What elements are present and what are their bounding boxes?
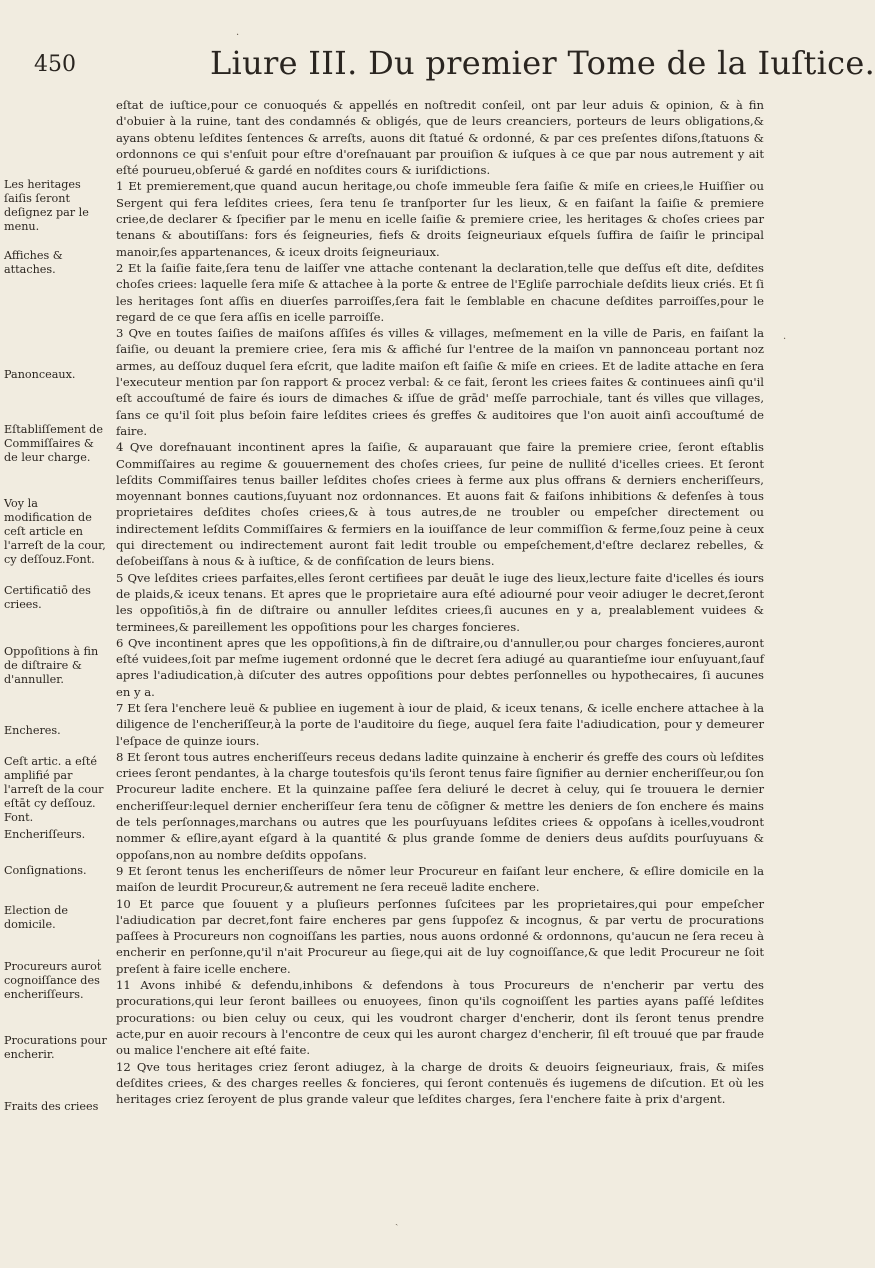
margin-note-certification: Certificatiō des criees. [4, 584, 91, 611]
page-number: 450 [34, 52, 76, 77]
margin-note-procurations: Procurations pour encherir. [4, 1034, 107, 1061]
article-1: 1 Et premierement,que quand aucun heritage,ou choſe immeuble ſera ſaiſie & miſe en criees,le Huiſſier ou Sergent qui fera leſdites criees, ſera tenu ſe tranſporter ſur les lieux, & en faiſant la ſaiſie & premiere criee,de declarer & ſpecifier par le menu en icelle ſaiſie & premiere criee, les heritages & choſes criees par tenans & aboutiſſans: fors és ſeigneuries, fiefs & droits ſeigneuriaux eſquels ſuffira de ſaiſir le principal manoir,ſes appartenances, & iceux droits ſeigneuriaux. [116, 179, 764, 259]
page-header [34, 44, 875, 94]
margin-note-heritages: Les heritages ſaiſis ſeront deſignez par le menu. [4, 178, 89, 233]
article-5: 5 Qve leſdites criees parfaites,elles ſeront certifiees par deuāt le iuge des lieux,lecture faite d'icelles és iours de plaids,& iceux tenans. Et apres que le proprietaire aura eſté adiourné pour veoir adiuger le decret,ſeront les oppoſitiōs,à fin de diſtraire ou annuller leſdites criees,ſi aucunes en y a, prealablement vuidees & terminees,& pareillement les oppoſitions pour les charges foncieres. [116, 570, 764, 634]
margin-note-modification: Voy la modification de ceſt article en l'arreſt de la cour, cy deſſouz.Font. [4, 497, 106, 566]
article-11: 11 Avons inhibé & defendu,inhibons & defendons à tous Procureurs de n'encherir par vertu des procurations,qui leur ſeront baillees ou enuoyees, ſinon qu'ils cognoiſſent les parties ayans paſſé leſdites procurations: ou bien celuy ou ceux, qui les voudront charger d'encherir, dont ils ſeront tenus prendre acte,pur en auoir recours à l'encontre de ceux qui les auront chargez d'encherir, ſil eſt trouué que par fraude ou malice l'enchere ait eſté faite. [116, 978, 764, 1058]
running-title: Liure III. Du premier Tome de la Iuſtice. [210, 44, 875, 82]
article-8: 8 Et ſeront tous autres encheriſſeurs receus dedans ladite quinzaine à encherir és greffe des cours où leſdites criees ſeront pendantes, à la charge toutesfois qu'ils ſeront tenus faire ſignifier au dernier encheriſſeur,ou ſon Procureur ladite enchere. Et la quinzaine paſſee ſera deliuré le decret à celuy, qui ſe trouuera le dernier encheriſſeur:lequel dernier encheriſſeur ſera tenu de cōſigner & mettre les deniers de ſon enchere és mains de tels perſonnages,marchans ou autres que les pourſuyuans leſdites criees & oppoſans à icelles,voudront nommer & eſlire,ayant eſgard à la quantité & plus grande ſomme de deniers deus auſdits pourſuyuans & oppoſans,non au nombre deſdits oppoſans. [116, 749, 764, 862]
margin-note-commissaires: Eſtabliſſement de Commiſſaires & de leur charge. [4, 423, 103, 464]
article-2: 2 Et la ſaiſie faite,ſera tenu de laiſſer vne attache contenant la declaration,telle que deſſus eſt dite, deſdites choſes criees: laquelle ſera miſe & attachee à la porte & entree de l'Egliſe parrochiale deſdits lieux criés. Et ſi les heritages ſont aſſis en diuerſes parroiſſes,ſera fait le ſemblable en chacune deſdites parroiſſes,pour le regard de ce que ſera aſſis en icelle parroiſſe. [116, 260, 764, 324]
paragraph-intro: eſtat de iuſtice,pour ce conuoqués & appellés en noſtredit conſeil, ont par leur aduis & opinion, & à fin d'obuier à la ruine, tant des condamnés & obligés, que de leurs creanciers, porteurs de leurs obligations,& ayans obtenu leſdites ſentences & arreſts, auons dit ſtatué & ordonné, & par ces preſentes diſons,ſtatuons & ordonnons ce qui s'enſuit pour eſtre d'oreſnauant par prouiſion & iuſques à ce que par nous autrement y ait eſté pourueu,obſerué & gardé en noſdites cours & iuriſdictions. [116, 98, 764, 178]
margin-note-affiches: Affiches & attaches. [4, 249, 63, 276]
margin-note-panonceaux: Panonceaux. [4, 368, 76, 381]
article-4: 4 Qve dorefnauant incontinent apres la ſaiſie, & auparauant que faire la premiere criee, ſeront eſtablis Commiſſaires au regime & gouuernement des choſes criees, ſur peine de nullité d'icelles criees. Et ſeront leſdits Commiſſaires tenus bailler leſdites choſes criees à ferme aux plus offrans & derniers encheriſſeurs, moyennant bonnes cautions,ſuyuant noz ordonnances. Et auons fait & faiſons inhibitions & defenſes à tous proprietaires deſdites choſes criees,& à tous autres,de ne troubler ou empeſcher directement ou indirectement leſdits Commiſſaires & fermiers en la iouiſſance de leur commiſſion & ferme,ſouz peine à ceux qui directement ou indirectement auront fait ledit trouble ou empeſchement,d'eſtre declarez rebelles, & deſobeiſſans à nous & à iuſtice, & de confiſcation de leurs biens. [116, 440, 764, 569]
article-12: 12 Qve tous heritages criez ſeront adiugez, à la charge de droits & deuoirs ſeigneuriaux, frais, & miſes deſdites criees, & des charges reelles & foncieres, qui ſeront contenuës és iugemens de diſcution. Et où les heritages criez ſeroyent de plus grande valeur que leſdites charges, ſera l'enchere faite à prix d'argent. [116, 1059, 764, 1107]
margin-note-oppositions: Oppoſitions à fin de diſtraire & d'annuller. [4, 645, 99, 686]
margin-note-procureurs: Procureurs auroṫ cognoiſſance des encheriſſeurs. [4, 960, 102, 1001]
article-3: 3 Qve en toutes ſaiſies de maiſons aſſiſes és villes & villages, meſmement en la ville de Paris, en faiſant la ſaiſie, ou deuant la premiere criee, ſera mis & affiché ſur l'entree de la maiſon vn pannonceau portant noz armes, au deſſouz duquel ſera eſcrit, que ladite maiſon eſt ſaiſie & miſe en criees. Et de ladite attache en ſera l'executeur mention par ſon rapport & procez verbal: & ce fait, ſeront les criees faites & continuees ainſi qu'il eſt accouſtumé de faire és iours de dimaches & iſſue de grād' meſſe parrochiale, tant és villes que villages, ſans ce qu'il ſoit plus beſoin faire leſdites criees és greffes & auditoires que l'on auoit ainſi accouſtumé de faire. [116, 326, 764, 438]
print-speck: ˎ [395, 1215, 399, 1226]
margin-note-fraits: Fraits des criees [4, 1100, 99, 1113]
main-text-column [116, 97, 764, 1107]
print-speck: · [783, 334, 787, 345]
margin-note-encheres: Encheres. [4, 724, 61, 737]
article-10: 10 Et parce que ſouuent y a pluſieurs perſonnes ſuſcitees par les proprietaires,qui pour empeſcher l'adiudication par decret,font faire encheres par gens ſuppoſez & incognus, & par vertu de procurations paſſees à Procureurs non cognoiſſans les parties, nous auons ordonné & ordonnons, qu'aucun ne ſera receu à encherir en perſonne,qu'il n'ait Procureur au ſiege,qui ait de luy cognoiſſance,& que ledit Procureur ne ſoit preſent à faire icelle enchere. [116, 896, 764, 976]
margin-note-amplifie: Ceſt artic. a eſté amplifié par l'arreſt de la cour eſtāt cy deſſouz. Font. [4, 755, 104, 824]
margin-note-encherisseurs: Encheriſſeurs. [4, 828, 86, 841]
article-6: 6 Qve incontinent apres que les oppoſitions,à fin de diſtraire,ou d'annuller,ou pour charges foncieres,auront eſté vuidees,ſoit par meſme iugement ordonné que le decret ſera adiugé au quarantieſme iour enſuyuant,ſauf apres l'adiudication,à diſcuter des autres oppoſitions pour debtes perſonnelles ou hypothecaires, ſi aucunes en y a. [116, 635, 764, 699]
margin-note-consignations: Conſignations. [4, 864, 87, 877]
article-9: 9 Et ſeront tenus les encheriſſeurs de nōmer leur Procureur en faiſant leur enchere, & eſlire domicile en la maiſon de leurdit Procureur,& autrement ne ſera receuë ladite enchere. [116, 863, 764, 895]
print-speck: · [236, 30, 240, 41]
margin-note-election: Election de domicile. [4, 904, 68, 931]
article-7: 7 Et ſera l'enchere leuë & publiee en iugement à iour de plaid, & iceux tenans, & icelle enchere attachee à la diligence de l'encheriſſeur,à la porte de l'auditoire du ſiege, auquel ſera faite l'adiudication, pour y demeurer l'eſpace de quinze iours. [116, 700, 764, 748]
